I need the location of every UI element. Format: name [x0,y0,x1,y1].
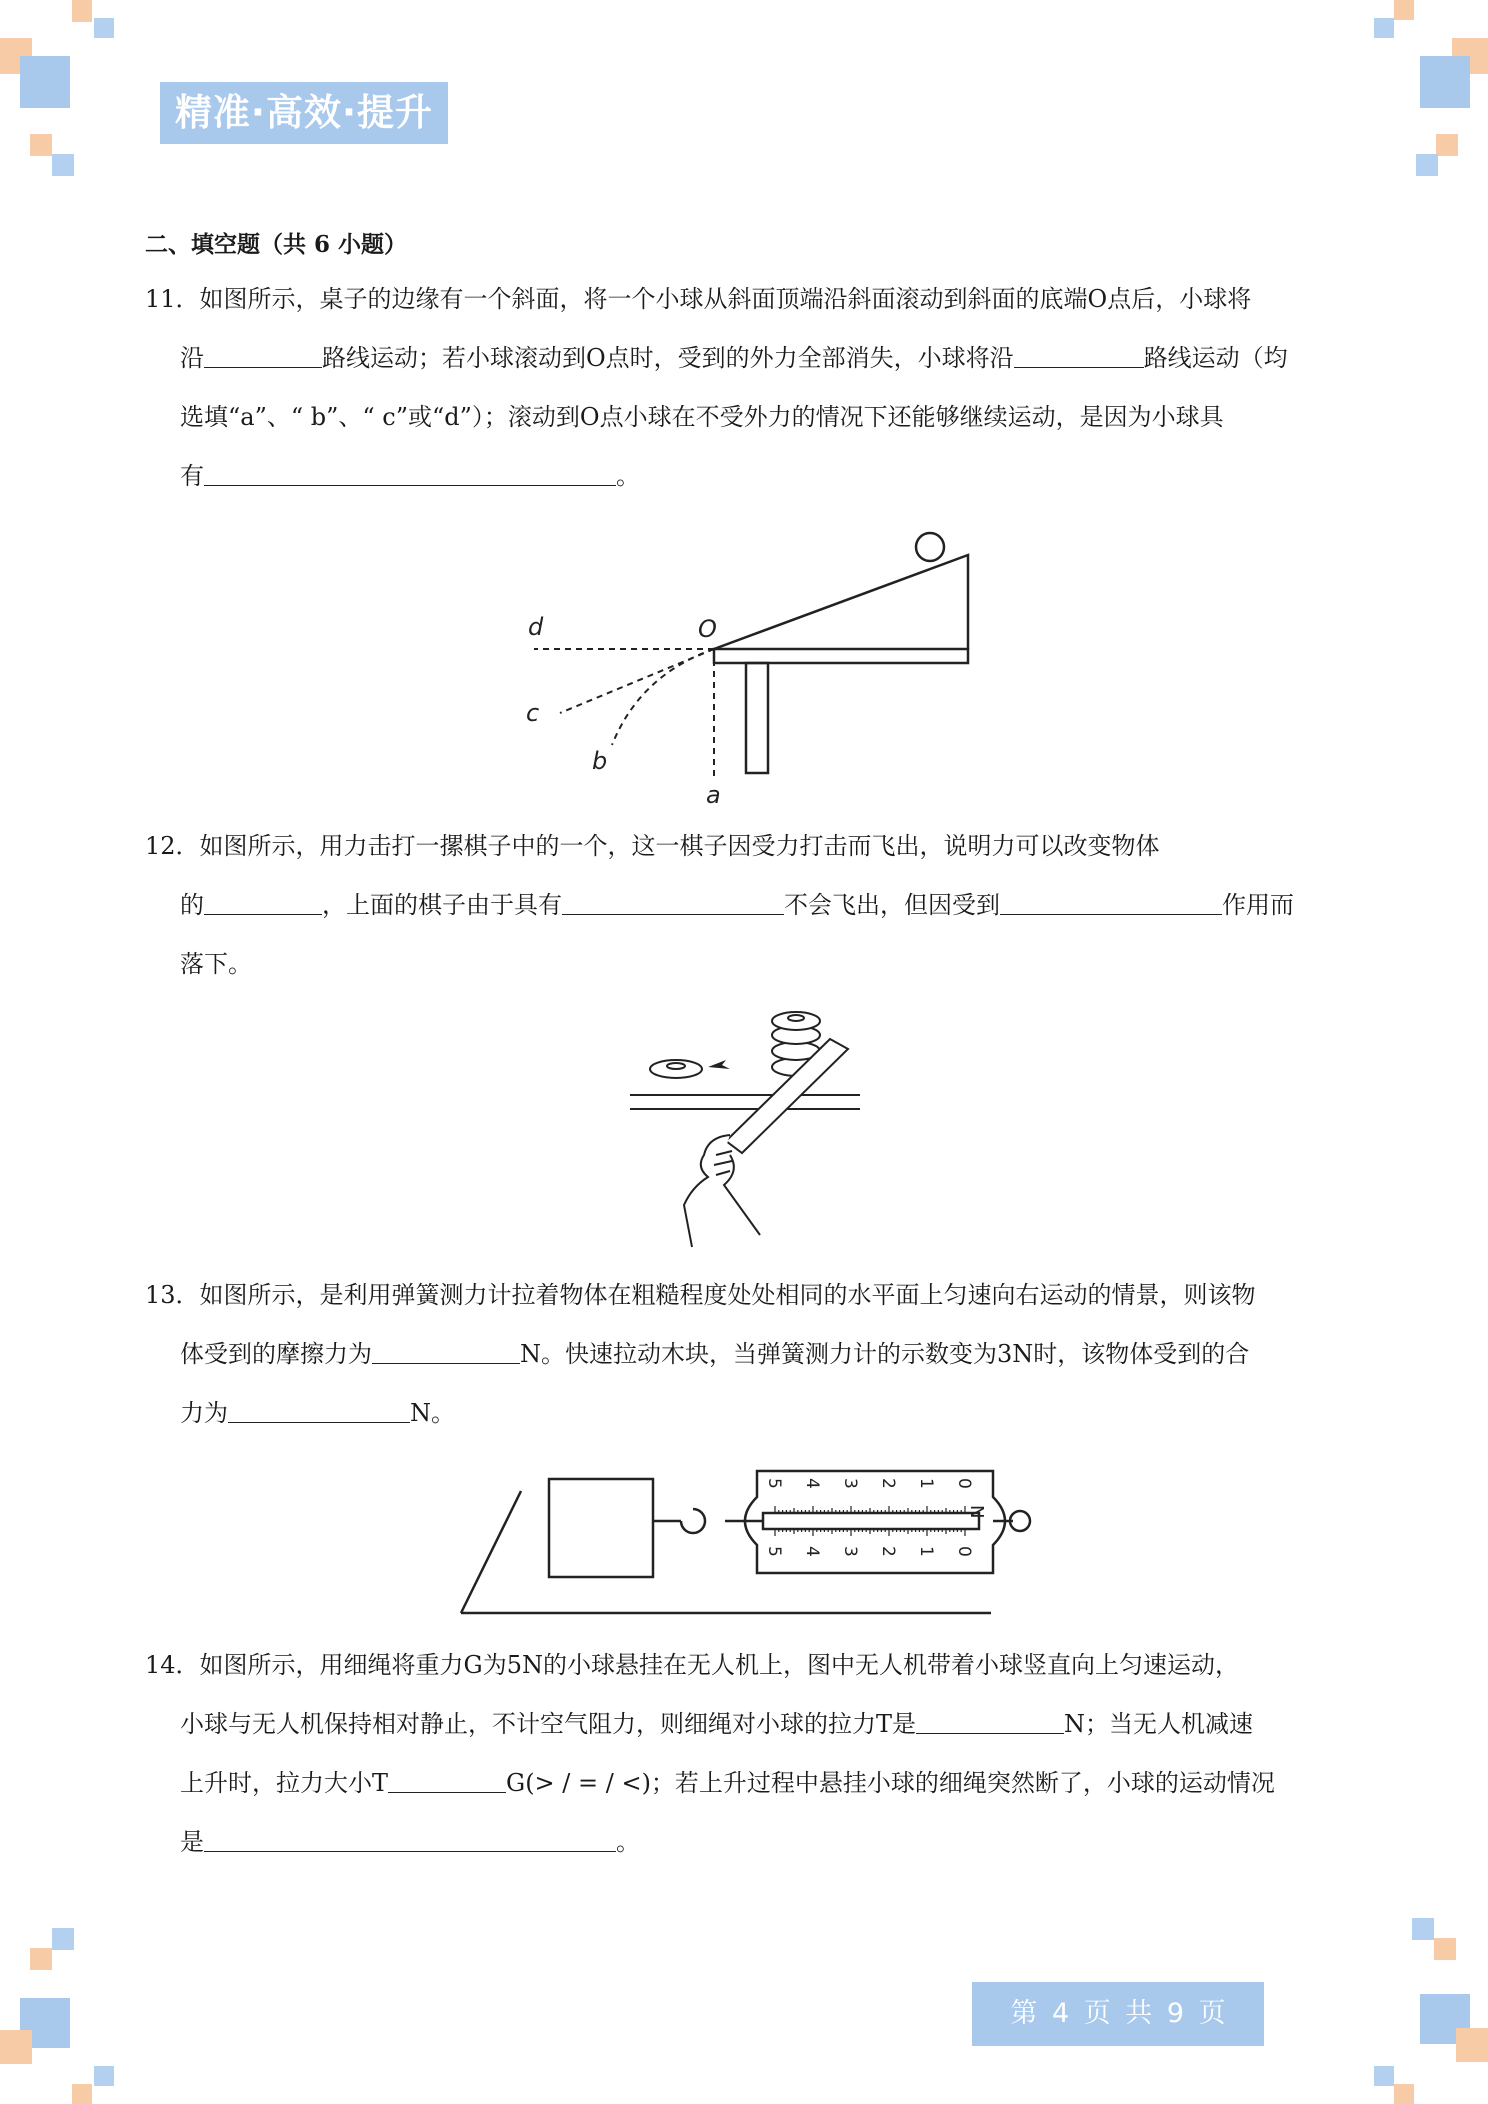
question-11-line-3: 选填“a”、“ b”、“ c”或“d”）；滚动到O点小球在不受外力的情况下还能够继续运动，是因为小球具 [180,403,1224,431]
label-b: b [592,747,608,775]
scale-tick-label: 1 [916,1478,936,1489]
scale-tick-label: 5 [764,1478,784,1489]
table-leg [746,663,768,773]
scale-tick-label: 0 [954,1478,974,1489]
brand-banner: 精准·高效·提升 [160,82,448,144]
answer-blank[interactable] [1000,890,1222,915]
question-11-line-2: 沿 路线运动；若小球滚动到O点时，受到的外力全部消失，小球将沿 路线运动（均 [180,344,1288,372]
scale-tick-label: 4 [802,1546,822,1557]
question-14-line-3: 上升时，拉力大小T G(> / = / <)；若上升过程中悬挂小球的细绳突然断了，小球的运动情况 [180,1769,1275,1797]
path-b [612,649,714,745]
question-13-line-2: 体受到的摩擦力为 N。快速拉动木块，当弹簧测力计的示数变为3N时，该物体受到的合 [180,1340,1250,1368]
answer-blank[interactable] [388,1768,506,1793]
question-13-line-1: 13．如图所示，是利用弹簧测力计拉着物体在粗糙程度处处相同的水平面上匀速向右运动的情景，则该物 [145,1281,1256,1309]
incline [714,555,968,649]
question-11-line-4: 有 。 [180,462,640,490]
label-o: O [698,615,717,643]
question-12-line-3: 落下。 [180,950,252,978]
scale-tick-label: 2 [878,1546,898,1557]
table-top [714,649,968,663]
hand [684,1135,760,1247]
question-13 [145,1266,1348,1443]
answer-blank[interactable] [204,890,322,915]
block [549,1479,653,1577]
question-12 [145,817,1348,994]
question-11-line-1: 11．如图所示，桌子的边缘有一个斜面，将一个小球从斜面顶端沿斜面滚动到斜面的底端O点后，小球将 [145,285,1252,313]
answer-blank[interactable] [228,1398,410,1423]
scale-tick-label: 4 [802,1478,822,1489]
scale-tick-label: 5 [764,1546,784,1557]
wall-line [461,1491,521,1613]
answer-blank[interactable] [916,1709,1064,1734]
question-12-line-2: 的 ，上面的棋子由于具有 不会飞出，但因受到 作用而 [180,891,1294,919]
label-c: c [526,699,540,727]
label-a: a [706,781,721,809]
answer-blank[interactable] [204,1827,616,1852]
question-14 [145,1636,1348,1872]
hook [681,1509,705,1533]
checkers-figure [630,1005,860,1250]
question-14-line-1: 14．如图所示，用细绳将重力G为5N的小球悬挂在无人机上，图中无人机带着小球竖直向上匀速运动， [145,1651,1239,1679]
incline-figure [520,525,980,810]
scale-tick-label: 3 [840,1478,860,1489]
scale-tick-label: 2 [878,1478,898,1489]
ball-icon [916,533,944,561]
arrow-icon [708,1060,730,1069]
answer-blank[interactable] [562,890,784,915]
question-11 [145,270,1348,506]
answer-blank[interactable] [1014,343,1144,368]
answer-blank[interactable] [204,461,616,486]
page-number: 第 4 页 共 9 页 [972,1982,1264,2046]
question-13-line-3: 力为 N。 [180,1399,455,1427]
answer-blank[interactable] [372,1339,520,1364]
question-14-line-2: 小球与无人机保持相对静止，不计空气阻力，则细绳对小球的拉力T是 N；当无人机减速 [180,1710,1254,1738]
scale-tick-label: 1 [916,1546,936,1557]
question-12-line-1: 12．如图所示，用力击打一摞棋子中的一个，这一棋子因受力打击而飞出，说明力可以改变物体 [145,832,1160,860]
spring-scale-figure [455,1465,1045,1620]
scale-tick-label: 0 [954,1546,974,1557]
section-title: 二、填空题（共 6 小题） [145,231,408,258]
question-14-line-4: 是 。 [180,1828,640,1856]
scale-unit: N [966,1505,987,1519]
label-d: d [528,613,544,641]
answer-blank[interactable] [204,343,322,368]
scale-slot [763,1513,979,1529]
scale-tick-label: 3 [840,1546,860,1557]
